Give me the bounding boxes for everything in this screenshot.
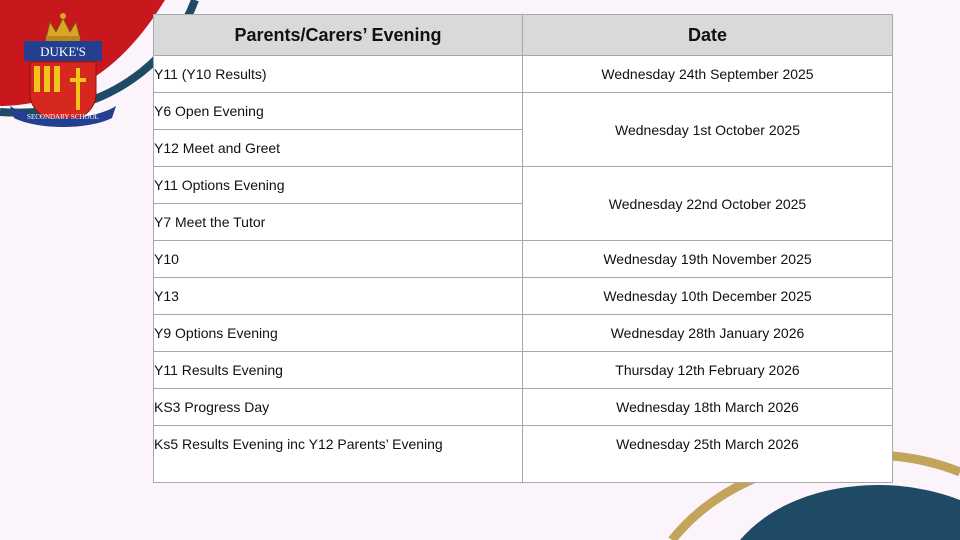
table-row — [154, 278, 893, 315]
table-header-row — [154, 15, 893, 56]
date-cell: Wednesday 1st October 2025 — [523, 93, 893, 167]
table-row — [154, 352, 893, 389]
table-row — [154, 315, 893, 352]
table-row — [154, 56, 893, 93]
column-header-date: Date — [523, 15, 893, 56]
event-cell: Y12 Meet and Greet — [154, 130, 523, 167]
date-cell: Wednesday 28th January 2026 — [523, 315, 893, 352]
event-cell: Y9 Options Evening — [154, 315, 523, 352]
table-row — [154, 167, 893, 204]
school-crest-logo — [6, 6, 120, 132]
crest-motto: SECONDARY SCHOOL — [27, 113, 99, 121]
column-header-event: Parents/Carers’ Evening — [154, 15, 523, 56]
date-cell: Thursday 12th February 2026 — [523, 352, 893, 389]
event-cell: Y7 Meet the Tutor — [154, 204, 523, 241]
date-cell: Wednesday 10th December 2025 — [523, 278, 893, 315]
event-cell: Y11 Options Evening — [154, 167, 523, 204]
navy-disc-shape — [740, 485, 960, 540]
parents-evening-schedule-table — [153, 14, 893, 483]
event-cell: Y6 Open Evening — [154, 93, 523, 130]
crest-name: DUKE'S — [40, 44, 86, 59]
event-cell: Y10 — [154, 241, 523, 278]
date-cell: Wednesday 18th March 2026 — [523, 389, 893, 426]
event-cell: Y11 Results Evening — [154, 352, 523, 389]
date-cell: Wednesday 22nd October 2025 — [523, 167, 893, 241]
date-cell: Wednesday 19th November 2025 — [523, 241, 893, 278]
date-cell: Wednesday 24th September 2025 — [523, 56, 893, 93]
table-row — [154, 241, 893, 278]
table-row — [154, 93, 893, 130]
crown-icon — [46, 13, 80, 41]
event-cell: Ks5 Results Evening inc Y12 Parents’ Evening — [154, 426, 523, 483]
date-cell: Wednesday 25th March 2026 — [523, 426, 893, 483]
event-cell: KS3 Progress Day — [154, 389, 523, 426]
event-cell: Y13 — [154, 278, 523, 315]
table-row — [154, 389, 893, 426]
table-row — [154, 426, 893, 483]
event-cell: Y11 (Y10 Results) — [154, 56, 523, 93]
